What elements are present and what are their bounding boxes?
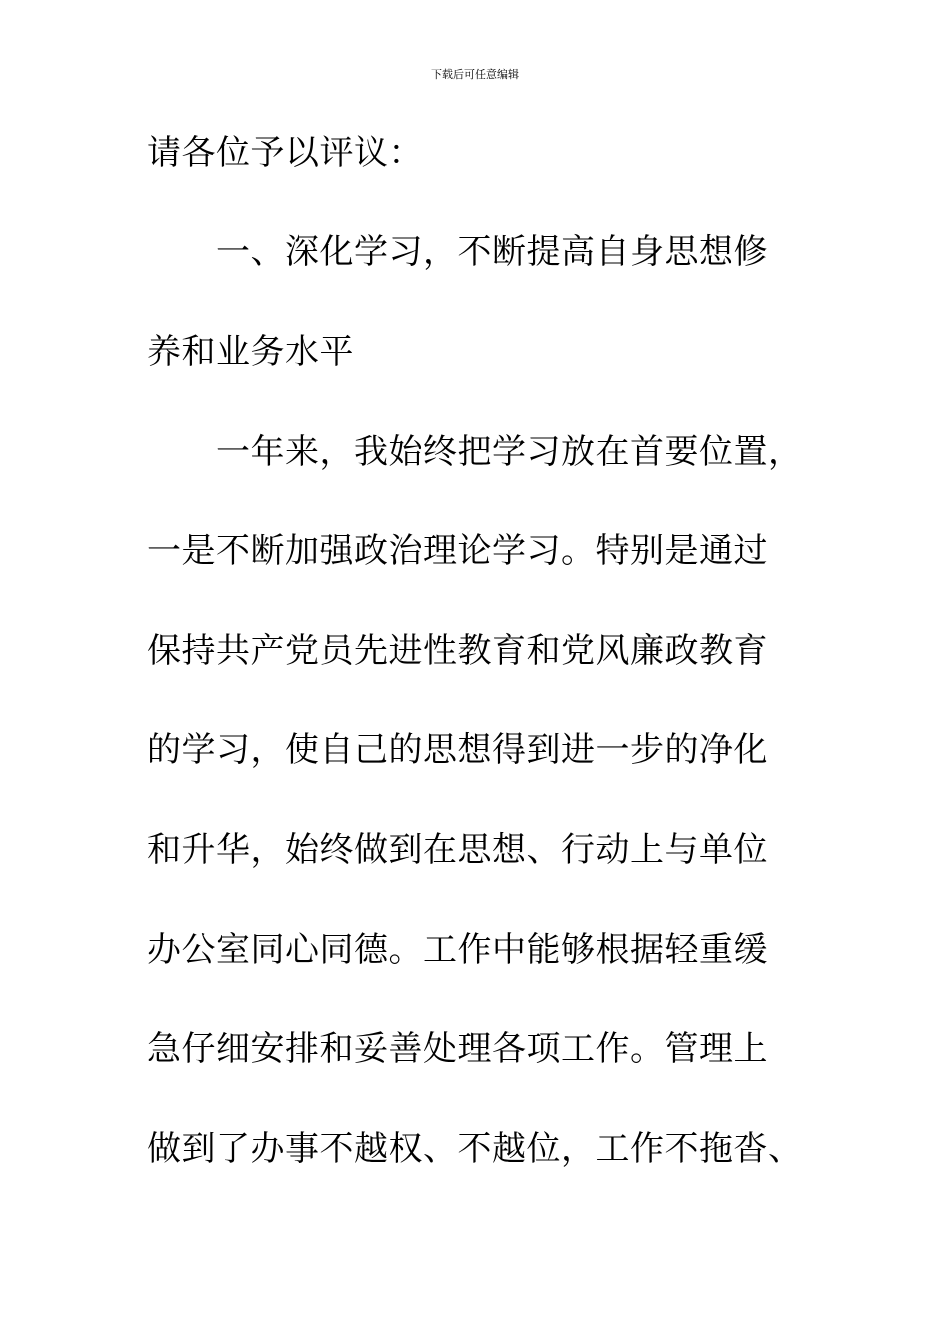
text-line-10: 急仔细安排和妥善处理各项工作。管理上 [147,1029,768,1069]
text-line-1: 请各位予以评议： [147,133,423,173]
header-note: 下载后可任意编辑 [431,68,519,81]
text-line-2: 一、深化学习，不断提高自身思想修 [216,232,768,272]
text-line-9: 办公室同心同德。工作中能够根据轻重缓 [147,930,768,970]
text-line-4: 一年来，我始终把学习放在首要位置， [216,432,803,472]
text-line-7: 的学习，使自己的思想得到进一步的净化 [147,730,768,770]
text-line-5: 一是不断加强政治理论学习。特别是通过 [147,531,768,571]
text-line-8: 和升华，始终做到在思想、行动上与单位 [147,830,768,870]
text-line-6: 保持共产党员先进性教育和党风廉政教育 [147,631,768,671]
text-line-11: 做到了办事不越权、不越位，工作不拖沓、 [147,1129,803,1169]
text-line-3: 养和业务水平 [147,332,354,372]
